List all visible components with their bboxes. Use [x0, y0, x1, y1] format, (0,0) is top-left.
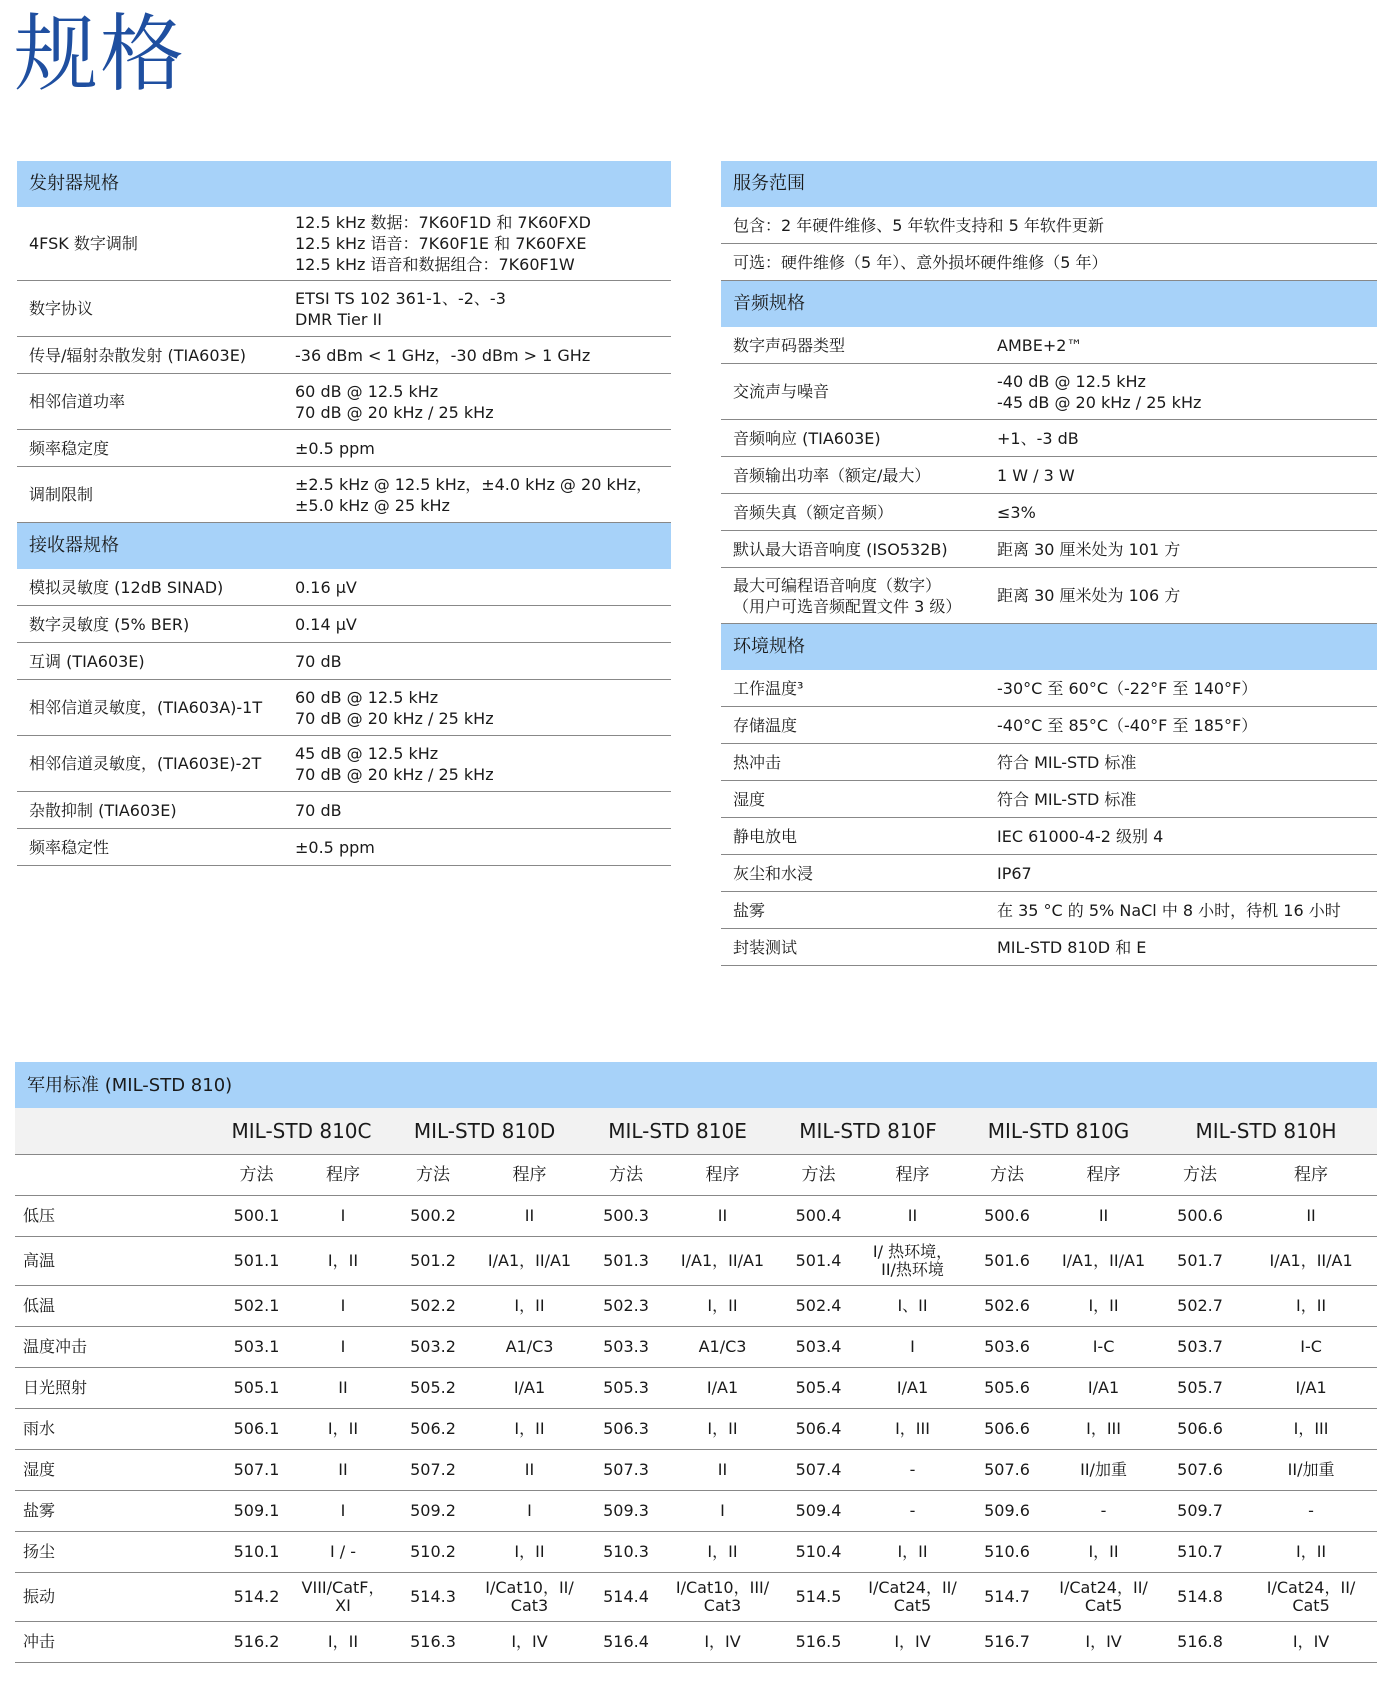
- transmitter-value: ±0.5 ppm: [295, 438, 375, 458]
- procedure-cell: I/ 热环境， II/热环境: [863, 1237, 962, 1286]
- audio-label: 数字声码器类型: [733, 335, 846, 355]
- method-cell: 507.6: [1155, 1450, 1245, 1491]
- method-cell: 503.6: [962, 1327, 1052, 1368]
- method-cell: 505.3: [581, 1368, 671, 1409]
- procedure-cell: I，IV: [863, 1622, 962, 1663]
- method-cell: 507.3: [581, 1450, 671, 1491]
- procedure-cell: I/Cat24，II/ Cat5: [1052, 1573, 1155, 1622]
- transmitter-row: [17, 207, 671, 281]
- procedure-cell: II: [478, 1450, 581, 1491]
- receiver-row: [17, 680, 671, 736]
- method-cell: 506.3: [581, 1409, 671, 1450]
- mil-std-header: 军用标准 (MIL-STD 810): [15, 1062, 1377, 1108]
- procedure-cell: II: [863, 1196, 962, 1237]
- method-cell: 516.2: [215, 1622, 298, 1663]
- method-cell: 505.1: [215, 1368, 298, 1409]
- procedure-header: 程序: [298, 1155, 388, 1196]
- procedure-cell: -: [1052, 1491, 1155, 1532]
- standard-header: MIL-STD 810H: [1155, 1108, 1377, 1155]
- method-cell: 509.7: [1155, 1491, 1245, 1532]
- table-row: [15, 1491, 1377, 1532]
- method-cell: 505.6: [962, 1368, 1052, 1409]
- environment-value: 符合 MIL-STD 标准: [997, 752, 1137, 772]
- environment-row: [721, 855, 1377, 892]
- transmitter-row: [17, 467, 671, 523]
- receiver-value: ±0.5 ppm: [295, 837, 375, 857]
- audio-value: AMBE+2™: [997, 335, 1083, 355]
- procedure-cell: I/Cat10，II/ Cat3: [478, 1573, 581, 1622]
- method-cell: 500.2: [388, 1196, 478, 1237]
- procedure-cell: II: [671, 1450, 774, 1491]
- environment-label: 封装测试: [733, 937, 798, 957]
- procedure-cell: I，II: [671, 1286, 774, 1327]
- method-cell: 502.7: [1155, 1286, 1245, 1327]
- receiver-label: 相邻信道灵敏度，(TIA603E)-2T: [29, 754, 262, 773]
- method-cell: 516.5: [774, 1622, 863, 1663]
- method-cell: 503.1: [215, 1327, 298, 1368]
- receiver-row: [17, 606, 671, 643]
- method-cell: 506.6: [962, 1409, 1052, 1450]
- procedure-cell: I，II: [478, 1286, 581, 1327]
- method-cell: 501.2: [388, 1237, 478, 1286]
- transmitter-value: 60 dB @ 12.5 kHz 70 dB @ 20 kHz / 25 kHz: [295, 381, 494, 422]
- sub-corner-cell: [15, 1155, 215, 1196]
- procedure-cell: I: [863, 1327, 962, 1368]
- audio-row: [721, 420, 1377, 457]
- audio-value: 1 W / 3 W: [997, 465, 1075, 485]
- transmitter-header: 发射器规格: [17, 161, 671, 207]
- method-header: 方法: [215, 1155, 298, 1196]
- procedure-cell: A1/C3: [478, 1327, 581, 1368]
- table-row: [15, 1196, 1377, 1237]
- audio-row: [721, 457, 1377, 494]
- mil-std-table: [15, 1108, 1377, 1663]
- environment-label: 热冲击: [733, 752, 782, 772]
- test-name: 温度冲击: [15, 1327, 215, 1368]
- method-cell: 502.2: [388, 1286, 478, 1327]
- method-cell: 510.3: [581, 1532, 671, 1573]
- procedure-cell: I/Cat24，II/ Cat5: [863, 1573, 962, 1622]
- procedure-header: 程序: [863, 1155, 962, 1196]
- audio-value: -40 dB @ 12.5 kHz -45 dB @ 20 kHz / 25 kHz: [997, 371, 1202, 412]
- method-cell: 514.7: [962, 1573, 1052, 1622]
- procedure-cell: I/Cat24，II/ Cat5: [1245, 1573, 1377, 1622]
- procedure-cell: I，II: [1052, 1286, 1155, 1327]
- method-cell: 503.7: [1155, 1327, 1245, 1368]
- procedure-cell: I/A1: [1245, 1368, 1377, 1409]
- procedure-cell: I/A1: [863, 1368, 962, 1409]
- table-row: [15, 1622, 1377, 1663]
- method-cell: 500.6: [962, 1196, 1052, 1237]
- procedure-cell: -: [1245, 1491, 1377, 1532]
- receiver-value: 0.14 µV: [295, 614, 357, 634]
- receiver-row: [17, 829, 671, 866]
- receiver-label: 模拟灵敏度 (12dB SINAD): [29, 577, 224, 597]
- procedure-cell: I / -: [298, 1532, 388, 1573]
- method-cell: 516.3: [388, 1622, 478, 1663]
- method-cell: 503.3: [581, 1327, 671, 1368]
- environment-row: [721, 670, 1377, 707]
- method-cell: 507.4: [774, 1450, 863, 1491]
- procedure-cell: I: [478, 1491, 581, 1532]
- environment-row: [721, 781, 1377, 818]
- table-row: [15, 1237, 1377, 1286]
- test-name: 湿度: [15, 1450, 215, 1491]
- method-cell: 514.5: [774, 1573, 863, 1622]
- procedure-header: 程序: [1245, 1155, 1377, 1196]
- method-cell: 502.6: [962, 1286, 1052, 1327]
- method-cell: 514.4: [581, 1573, 671, 1622]
- table-row: [15, 1573, 1377, 1622]
- test-name: 高温: [15, 1237, 215, 1286]
- environment-value: IP67: [997, 863, 1032, 883]
- left-column: [17, 161, 671, 866]
- service-value: 包含：2 年硬件维修、5 年软件支持和 5 年软件更新: [733, 215, 1104, 235]
- std-corner-cell: [15, 1108, 215, 1155]
- method-cell: 505.2: [388, 1368, 478, 1409]
- procedure-cell: II/加重: [1052, 1450, 1155, 1491]
- procedure-header: 程序: [478, 1155, 581, 1196]
- service-row: [721, 207, 1377, 244]
- procedure-cell: -: [863, 1491, 962, 1532]
- method-cell: 502.4: [774, 1286, 863, 1327]
- procedure-cell: I/A1，II/A1: [1245, 1237, 1377, 1286]
- audio-value: 距离 30 厘米处为 106 方: [997, 586, 1181, 605]
- method-cell: 510.2: [388, 1532, 478, 1573]
- procedure-cell: II: [478, 1196, 581, 1237]
- procedure-cell: I/A1: [478, 1368, 581, 1409]
- environment-label: 湿度: [733, 789, 766, 809]
- method-cell: 506.2: [388, 1409, 478, 1450]
- environment-row: [721, 744, 1377, 781]
- standard-header: MIL-STD 810G: [962, 1108, 1155, 1155]
- transmitter-label: 传导/辐射杂散发射 (TIA603E): [29, 345, 247, 365]
- test-name: 雨水: [15, 1409, 215, 1450]
- procedure-cell: II: [671, 1196, 774, 1237]
- method-cell: 501.3: [581, 1237, 671, 1286]
- environment-value: IEC 61000-4-2 级别 4: [997, 826, 1164, 846]
- procedure-cell: I，II: [298, 1237, 388, 1286]
- transmitter-label: 4FSK 数字调制: [29, 234, 138, 253]
- method-cell: 507.6: [962, 1450, 1052, 1491]
- method-cell: 507.1: [215, 1450, 298, 1491]
- table-row: [15, 1532, 1377, 1573]
- method-cell: 516.7: [962, 1622, 1052, 1663]
- method-cell: 506.1: [215, 1409, 298, 1450]
- receiver-value: 0.16 µV: [295, 577, 357, 597]
- table-row: [15, 1368, 1377, 1409]
- transmitter-label: 频率稳定度: [29, 438, 110, 458]
- environment-label: 灰尘和水浸: [733, 863, 814, 883]
- procedure-cell: I，III: [1052, 1409, 1155, 1450]
- procedure-cell: I，II: [478, 1532, 581, 1573]
- transmitter-value: -36 dBm < 1 GHz，-30 dBm > 1 GHz: [295, 345, 591, 365]
- transmitter-label: 数字协议: [29, 299, 94, 318]
- procedure-cell: I/A1: [1052, 1368, 1155, 1409]
- procedure-cell: I，IV: [1052, 1622, 1155, 1663]
- test-name: 低温: [15, 1286, 215, 1327]
- procedure-cell: I，III: [863, 1409, 962, 1450]
- method-header: 方法: [774, 1155, 863, 1196]
- test-name: 振动: [15, 1573, 215, 1622]
- method-cell: 501.4: [774, 1237, 863, 1286]
- procedure-cell: I: [298, 1491, 388, 1532]
- method-cell: 503.2: [388, 1327, 478, 1368]
- method-cell: 509.6: [962, 1491, 1052, 1532]
- method-cell: 516.4: [581, 1622, 671, 1663]
- procedure-cell: II: [298, 1450, 388, 1491]
- environment-row: [721, 892, 1377, 929]
- method-header: 方法: [581, 1155, 671, 1196]
- method-cell: 501.6: [962, 1237, 1052, 1286]
- standard-header: MIL-STD 810C: [215, 1108, 388, 1155]
- service-row: [721, 244, 1377, 281]
- procedure-cell: I，IV: [671, 1622, 774, 1663]
- audio-row: [721, 531, 1377, 568]
- transmitter-row: [17, 430, 671, 467]
- procedure-cell: I/Cat10，III/ Cat3: [671, 1573, 774, 1622]
- audio-header: 音频规格: [721, 281, 1377, 327]
- receiver-row: [17, 792, 671, 829]
- procedure-cell: I，II: [1245, 1532, 1377, 1573]
- audio-value: ≤3%: [997, 502, 1036, 522]
- method-cell: 510.1: [215, 1532, 298, 1573]
- audio-row: [721, 364, 1377, 420]
- test-name: 冲击: [15, 1622, 215, 1663]
- procedure-cell: -: [863, 1450, 962, 1491]
- procedure-cell: I: [298, 1196, 388, 1237]
- method-header: 方法: [1155, 1155, 1245, 1196]
- procedure-cell: II: [1052, 1196, 1155, 1237]
- procedure-cell: A1/C3: [671, 1327, 774, 1368]
- procedure-cell: I，II: [1052, 1532, 1155, 1573]
- environment-row: [721, 929, 1377, 966]
- method-cell: 502.3: [581, 1286, 671, 1327]
- mil-std-section: [15, 1062, 1377, 1663]
- standard-header: MIL-STD 810F: [774, 1108, 962, 1155]
- method-cell: 516.8: [1155, 1622, 1245, 1663]
- procedure-cell: I，II: [1245, 1286, 1377, 1327]
- method-cell: 500.4: [774, 1196, 863, 1237]
- table-row: [15, 1409, 1377, 1450]
- procedure-cell: I，II: [671, 1409, 774, 1450]
- procedure-cell: I: [671, 1491, 774, 1532]
- standard-header: MIL-STD 810E: [581, 1108, 774, 1155]
- procedure-cell: I/A1，II/A1: [671, 1237, 774, 1286]
- transmitter-value: 12.5 kHz 数据：7K60F1D 和 7K60FXD 12.5 kHz 语音：7K60F1E 和 7K60FXE 12.5 kHz 语音和数据组合：7K60F1W: [295, 213, 591, 274]
- audio-label: 交流声与噪音: [733, 382, 830, 401]
- procedure-cell: I: [298, 1286, 388, 1327]
- audio-label: 最大可编程语音响度（数字） （用户可选音频配置文件 3 级）: [733, 575, 962, 616]
- transmitter-row: [17, 281, 671, 337]
- method-cell: 509.4: [774, 1491, 863, 1532]
- receiver-label: 杂散抑制 (TIA603E): [29, 800, 177, 820]
- method-cell: 503.4: [774, 1327, 863, 1368]
- method-cell: 506.4: [774, 1409, 863, 1450]
- service-value: 可选：硬件维修（5 年）、意外损坏硬件维修（5 年）: [733, 252, 1108, 272]
- receiver-label: 互调 (TIA603E): [29, 651, 145, 671]
- method-header: 方法: [962, 1155, 1052, 1196]
- audio-label: 默认最大语音响度 (ISO532B): [733, 539, 948, 559]
- method-cell: 505.7: [1155, 1368, 1245, 1409]
- standard-header: MIL-STD 810D: [388, 1108, 581, 1155]
- environment-header: 环境规格: [721, 624, 1377, 670]
- method-cell: 509.3: [581, 1491, 671, 1532]
- procedure-header: 程序: [671, 1155, 774, 1196]
- transmitter-row: [17, 337, 671, 374]
- receiver-label: 频率稳定性: [29, 837, 110, 857]
- procedure-cell: VIII/CatF，XI: [298, 1573, 388, 1622]
- method-cell: 505.4: [774, 1368, 863, 1409]
- audio-row: [721, 494, 1377, 531]
- audio-label: 音频输出功率（额定/最大）: [733, 465, 931, 485]
- audio-value: +1、-3 dB: [997, 428, 1079, 448]
- transmitter-label: 相邻信道功率: [29, 392, 126, 411]
- right-column: [721, 161, 1377, 966]
- environment-value: MIL-STD 810D 和 E: [997, 937, 1147, 957]
- test-name: 日光照射: [15, 1368, 215, 1409]
- method-cell: 500.6: [1155, 1196, 1245, 1237]
- transmitter-value: ETSI TS 102 361-1、-2、-3 DMR Tier II: [295, 288, 506, 329]
- receiver-row: [17, 643, 671, 680]
- method-cell: 500.1: [215, 1196, 298, 1237]
- procedure-cell: II: [298, 1368, 388, 1409]
- service-header: 服务范围: [721, 161, 1377, 207]
- receiver-label: 数字灵敏度 (5% BER): [29, 614, 190, 634]
- method-cell: 510.4: [774, 1532, 863, 1573]
- procedure-cell: I/A1，II/A1: [478, 1237, 581, 1286]
- environment-label: 盐雾: [733, 900, 766, 920]
- receiver-value: 70 dB: [295, 651, 342, 671]
- method-cell: 500.3: [581, 1196, 671, 1237]
- method-cell: 502.1: [215, 1286, 298, 1327]
- method-cell: 514.8: [1155, 1573, 1245, 1622]
- method-cell: 514.3: [388, 1573, 478, 1622]
- environment-row: [721, 818, 1377, 855]
- procedure-cell: I，IV: [478, 1622, 581, 1663]
- receiver-row: [17, 736, 671, 792]
- page-title: 规格: [14, 5, 187, 103]
- method-cell: 509.1: [215, 1491, 298, 1532]
- transmitter-row: [17, 374, 671, 430]
- procedure-cell: I，II: [478, 1409, 581, 1450]
- audio-row: [721, 568, 1377, 624]
- procedure-cell: I，II: [863, 1532, 962, 1573]
- table-row: [15, 1286, 1377, 1327]
- method-cell: 510.6: [962, 1532, 1052, 1573]
- method-cell: 509.2: [388, 1491, 478, 1532]
- method-cell: 514.2: [215, 1573, 298, 1622]
- environment-value: 在 35 °C 的 5% NaCl 中 8 小时，待机 16 小时: [997, 900, 1341, 920]
- procedure-cell: I，II: [298, 1409, 388, 1450]
- procedure-cell: I，III: [1245, 1409, 1377, 1450]
- transmitter-label: 调制限制: [29, 485, 94, 504]
- receiver-value: 60 dB @ 12.5 kHz 70 dB @ 20 kHz / 25 kHz: [295, 687, 494, 728]
- procedure-cell: I，II: [671, 1532, 774, 1573]
- receiver-value: 70 dB: [295, 800, 342, 820]
- method-cell: 507.2: [388, 1450, 478, 1491]
- test-name: 低压: [15, 1196, 215, 1237]
- audio-value: 距离 30 厘米处为 101 方: [997, 539, 1181, 559]
- table-row: [15, 1450, 1377, 1491]
- method-cell: 506.6: [1155, 1409, 1245, 1450]
- environment-label: 静电放电: [733, 826, 798, 846]
- test-name: 扬尘: [15, 1532, 215, 1573]
- procedure-cell: I-C: [1245, 1327, 1377, 1368]
- audio-row: [721, 327, 1377, 364]
- procedure-header: 程序: [1052, 1155, 1155, 1196]
- procedure-cell: II: [1245, 1196, 1377, 1237]
- procedure-cell: I，II: [298, 1622, 388, 1663]
- environment-row: [721, 707, 1377, 744]
- procedure-cell: I/A1，II/A1: [1052, 1237, 1155, 1286]
- procedure-cell: II/加重: [1245, 1450, 1377, 1491]
- receiver-label: 相邻信道灵敏度，(TIA603A)-1T: [29, 698, 263, 717]
- transmitter-value: ±2.5 kHz @ 12.5 kHz，±4.0 kHz @ 20 kHz， ±5.0 kHz @ 25 kHz: [295, 474, 653, 515]
- test-name: 盐雾: [15, 1491, 215, 1532]
- method-cell: 501.7: [1155, 1237, 1245, 1286]
- table-row: [15, 1327, 1377, 1368]
- environment-label: 存储温度: [733, 715, 798, 735]
- procedure-cell: I、II: [863, 1286, 962, 1327]
- procedure-cell: I，IV: [1245, 1622, 1377, 1663]
- procedure-cell: I-C: [1052, 1327, 1155, 1368]
- method-cell: 501.1: [215, 1237, 298, 1286]
- environment-value: -30°C 至 60°C（-22°F 至 140°F）: [997, 678, 1258, 698]
- procedure-cell: I: [298, 1327, 388, 1368]
- environment-value: 符合 MIL-STD 标准: [997, 789, 1137, 809]
- environment-value: -40°C 至 85°C（-40°F 至 185°F）: [997, 715, 1258, 735]
- method-cell: 510.7: [1155, 1532, 1245, 1573]
- procedure-cell: I/A1: [671, 1368, 774, 1409]
- method-header: 方法: [388, 1155, 478, 1196]
- audio-label: 音频响应 (TIA603E): [733, 428, 881, 448]
- receiver-header: 接收器规格: [17, 523, 671, 569]
- receiver-row: [17, 569, 671, 606]
- environment-label: 工作温度³: [733, 678, 804, 698]
- receiver-value: 45 dB @ 12.5 kHz 70 dB @ 20 kHz / 25 kHz: [295, 743, 494, 784]
- audio-label: 音频失真（额定音频）: [733, 502, 894, 522]
